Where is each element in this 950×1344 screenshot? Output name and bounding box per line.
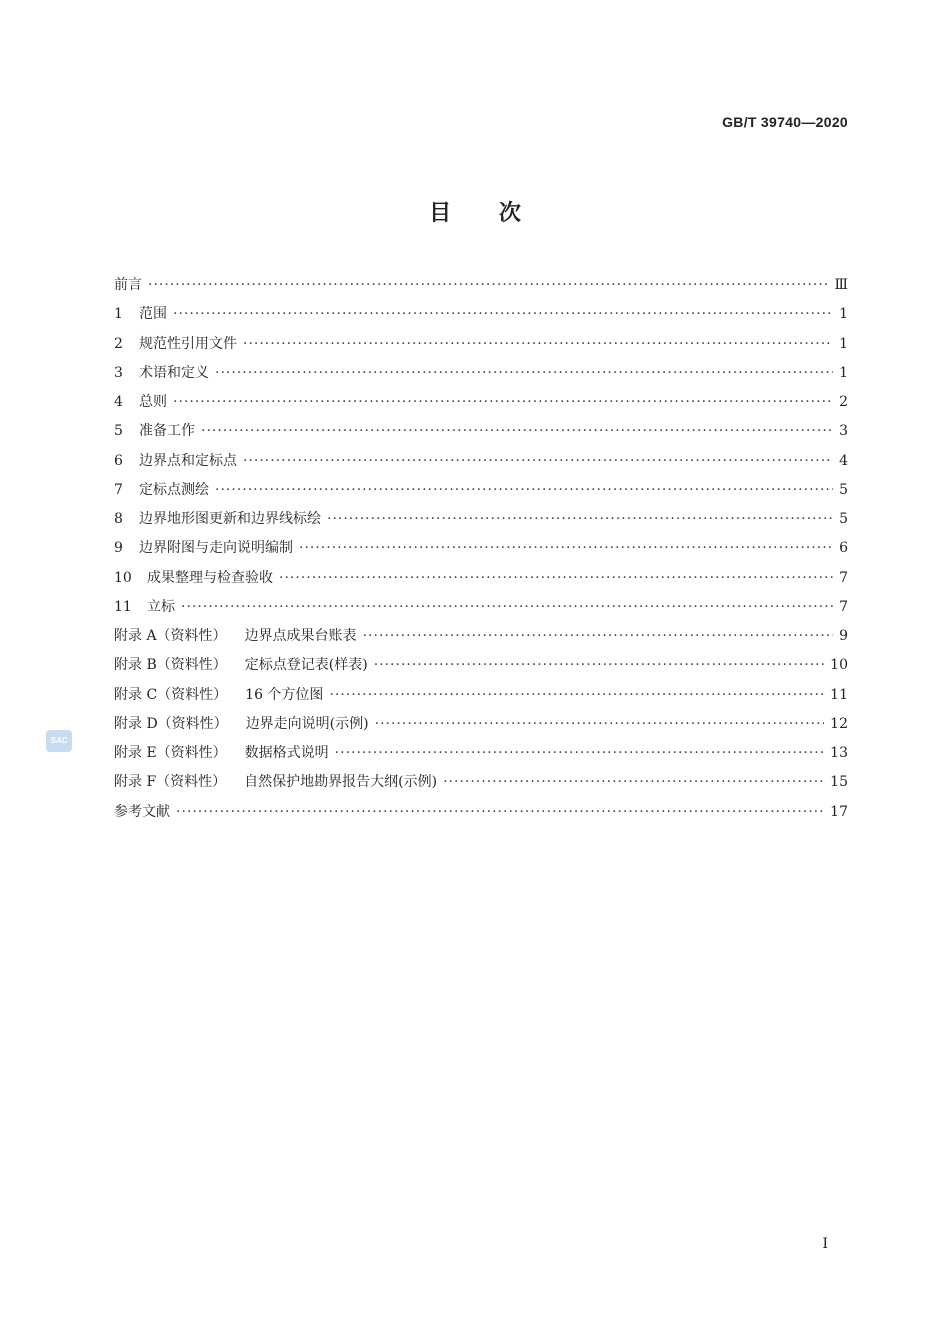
toc-entry-label: 准备工作: [139, 423, 195, 440]
toc-entry-number: 11: [114, 598, 132, 615]
toc-entry[interactable]: [114, 801, 848, 830]
toc-entry-label: 总则: [139, 394, 167, 410]
toc-entry[interactable]: [114, 742, 848, 771]
toc-entry[interactable]: [114, 771, 848, 800]
toc-entry-number: 附录 E（资料性）: [114, 745, 227, 761]
dot-leader: [299, 540, 833, 556]
dot-leader: [173, 394, 833, 410]
toc-entry-number: 9: [114, 540, 123, 557]
toc-entry-label: 前言: [114, 277, 142, 293]
toc-entry[interactable]: [114, 362, 848, 391]
toc-entry-page: 12: [830, 715, 848, 732]
dot-leader: [335, 745, 825, 761]
dot-leader: [176, 804, 824, 820]
dot-leader: [243, 336, 833, 352]
toc-entry-page: 9: [839, 628, 848, 644]
toc-entry[interactable]: [114, 391, 848, 420]
toc-entry-label: 边界点成果台账表: [244, 628, 357, 644]
toc-entry-label: 规范性引用文件: [139, 335, 237, 352]
toc-entry[interactable]: [114, 596, 848, 625]
toc-entry-number: 附录 A（资料性）: [114, 628, 227, 644]
toc-entry-label: 成果整理与检查验收: [147, 569, 273, 586]
table-of-contents: [114, 274, 848, 830]
toc-entry-page: 7: [839, 598, 848, 615]
standard-number: GB/T 39740—2020: [722, 114, 848, 130]
toc-entry-page: 3: [839, 423, 848, 440]
toc-entry-number: 8: [114, 511, 123, 527]
toc-entry-number: 3: [114, 364, 123, 381]
toc-entry-number: 10: [114, 569, 132, 586]
toc-entry[interactable]: [114, 420, 848, 449]
sac-logo-watermark: SAC: [46, 730, 72, 752]
toc-entry-page: 2: [839, 394, 848, 410]
toc-entry-page: 15: [830, 774, 848, 791]
toc-entry-page: 4: [839, 452, 848, 469]
dot-leader: [181, 599, 833, 615]
toc-entry[interactable]: [114, 274, 848, 303]
toc-entry-label: 自然保护地勘界报告大纲(示例): [244, 774, 438, 791]
toc-entry-page: 6: [839, 540, 848, 557]
dot-leader: [279, 570, 833, 586]
toc-entry-label: 立标: [147, 598, 175, 615]
toc-entry-page: 7: [839, 569, 848, 586]
toc-entry-label: 定标点登记表(样表): [244, 657, 368, 674]
toc-entry[interactable]: [114, 684, 848, 713]
page-number: I: [822, 1236, 828, 1252]
toc-entry-label: 范围: [139, 306, 167, 323]
toc-entry-label: 数据格式说明: [244, 745, 329, 761]
toc-entry-page: 10: [830, 657, 848, 674]
toc-entry-page: 1: [839, 364, 848, 381]
toc-entry-label: 边界点和定标点: [139, 452, 237, 469]
toc-entry-page: 5: [839, 481, 848, 498]
toc-entry[interactable]: [114, 654, 848, 683]
toc-entry-number: 7: [114, 481, 123, 498]
dot-leader: [173, 306, 833, 322]
dot-leader: [215, 482, 833, 498]
toc-entry-page: 13: [830, 745, 848, 761]
toc-entry-page: Ⅲ: [834, 277, 848, 293]
toc-entry[interactable]: [114, 479, 848, 508]
dot-leader: [201, 423, 833, 439]
toc-entry[interactable]: [114, 713, 848, 742]
toc-entry[interactable]: [114, 303, 848, 332]
toc-entry-label: 边界附图与走向说明编制: [139, 540, 293, 557]
toc-entry-label: 边界走向说明(示例): [245, 715, 369, 732]
dot-leader: [215, 365, 833, 381]
toc-entry-label: 16 个方位图: [245, 686, 324, 703]
toc-entry-page: 17: [830, 803, 848, 820]
dot-leader: [374, 657, 824, 673]
toc-entry-page: 1: [839, 335, 848, 352]
toc-entry-label: 定标点测绘: [139, 481, 209, 498]
toc-entry-page: 1: [839, 306, 848, 323]
page-title: 目 次: [429, 200, 521, 226]
toc-entry[interactable]: [114, 625, 848, 654]
toc-entry-number: 附录 C（资料性）: [114, 686, 228, 703]
toc-entry[interactable]: [114, 537, 848, 566]
toc-entry-number: 5: [114, 423, 123, 440]
toc-entry[interactable]: [114, 333, 848, 362]
dot-leader: [327, 511, 833, 527]
toc-entry-page: 11: [830, 686, 848, 703]
toc-entry-number: 2: [114, 335, 123, 352]
toc-entry-number: 附录 D（资料性）: [114, 715, 228, 732]
dot-leader: [363, 628, 834, 644]
toc-entry-number: 附录 F（资料性）: [114, 774, 227, 791]
dot-leader: [329, 687, 824, 703]
toc-entry-number: 1: [114, 306, 123, 323]
dot-leader: [443, 774, 824, 790]
dot-leader: [375, 716, 825, 732]
toc-entry-number: 4: [114, 394, 123, 410]
toc-entry-number: 附录 B（资料性）: [114, 657, 227, 674]
toc-entry-label: 参考文献: [114, 803, 170, 820]
dot-leader: [243, 453, 833, 469]
toc-entry-number: 6: [114, 452, 123, 469]
dot-leader: [148, 277, 828, 293]
toc-entry[interactable]: [114, 450, 848, 479]
toc-entry-label: 边界地形图更新和边界线标绘: [139, 511, 321, 527]
toc-entry-page: 5: [839, 511, 848, 527]
toc-entry[interactable]: [114, 508, 848, 537]
toc-entry[interactable]: [114, 567, 848, 596]
toc-entry-label: 术语和定义: [139, 364, 209, 381]
